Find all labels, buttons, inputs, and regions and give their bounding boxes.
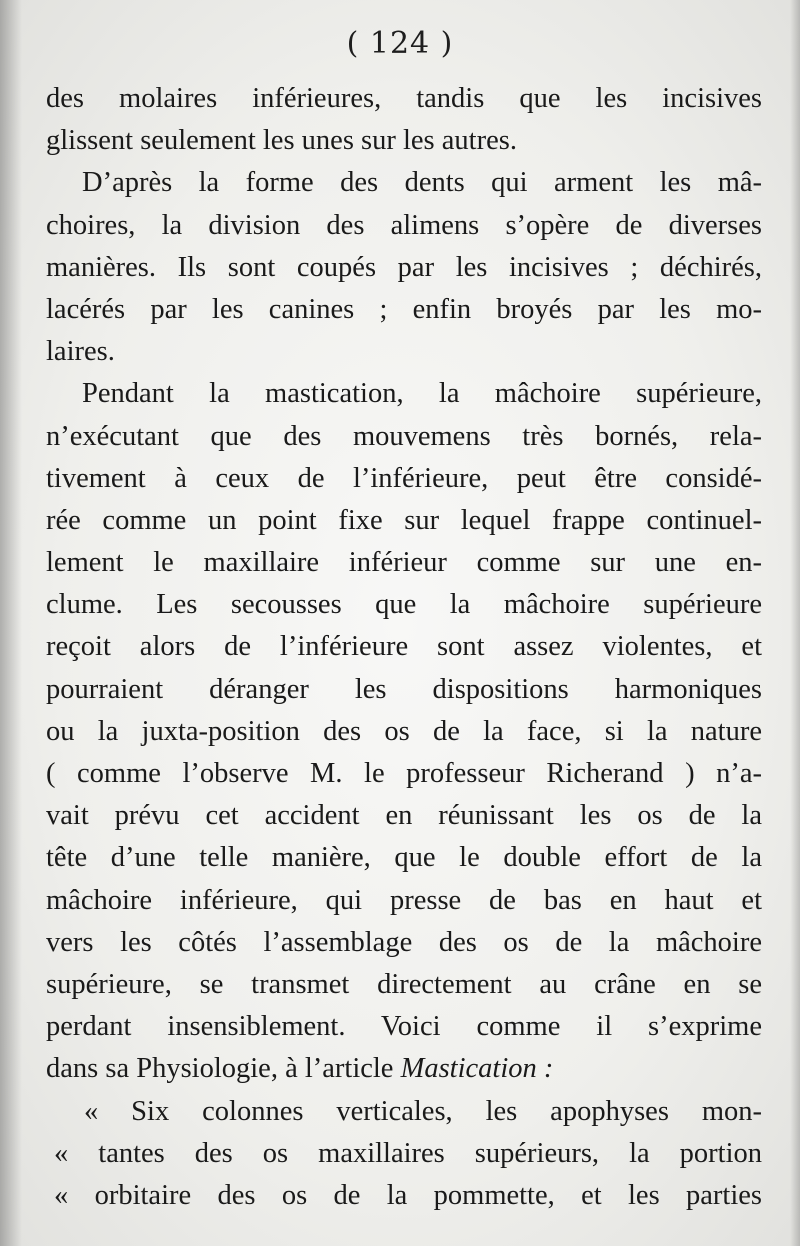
text-line-content: vait prévu cet accident en réunissant les os de la <box>46 800 762 832</box>
body-text <box>46 78 762 1217</box>
text-line-content: perdant insensiblement. Voici comme il s’exprime <box>46 1011 762 1043</box>
text-line <box>46 880 762 922</box>
text-line-content: « tantes des os maxillaires supérieurs, la portion <box>54 1137 762 1169</box>
text-line <box>46 626 762 668</box>
text-line <box>46 416 762 458</box>
text-line-content: D’après la forme des dents qui arment les mâ- <box>82 167 762 199</box>
text-line-content: « orbitaire des os de la pommette, et les parties <box>54 1179 762 1211</box>
text-line-content: glissent seulement les unes sur les autres. <box>46 125 517 157</box>
text-line <box>46 964 762 1006</box>
text-line <box>46 753 762 795</box>
text-line <box>46 795 762 837</box>
text-line-content: lement le maxillaire inférieur comme sur une en- <box>46 547 762 579</box>
text-line <box>46 205 762 247</box>
text-line-content: dans sa Physiologie, à l’article <box>46 1053 394 1085</box>
text-line-content: manières. Ils sont coupés par les incisives ; déchirés, <box>46 251 762 283</box>
text-line <box>46 1048 762 1090</box>
text-line-content: clume. Les secousses que la mâchoire supérieure <box>46 589 762 621</box>
text-line <box>46 1175 762 1217</box>
italic-term: Mastication : <box>400 1053 554 1085</box>
text-line-content: pourraient déranger les dispositions harmoniques <box>46 673 762 705</box>
page-number: ( 124 ) <box>346 26 454 61</box>
text-line <box>46 500 762 542</box>
text-line-content: lacérés par les canines ; enfin broyés par les mo- <box>46 293 762 325</box>
text-line <box>46 247 762 289</box>
text-line <box>46 331 762 373</box>
text-line <box>46 1133 762 1175</box>
text-line-content: rée comme un point fixe sur lequel frappe continuel- <box>46 504 762 536</box>
text-line-content: tivement à ceux de l’inférieure, peut être considé- <box>46 462 762 494</box>
text-line <box>46 1091 762 1133</box>
text-line-content: vers les côtés l’assemblage des os de la mâchoire <box>46 926 762 958</box>
text-line <box>46 1006 762 1048</box>
text-line-content: n’exécutant que des mouvemens très bornés, rela- <box>46 420 762 452</box>
text-line <box>46 162 762 204</box>
text-line <box>46 289 762 331</box>
text-line-content: reçoit alors de l’inférieure sont assez violentes, et <box>46 631 762 663</box>
text-line <box>46 458 762 500</box>
text-line <box>46 669 762 711</box>
text-line-content: Pendant la mastication, la mâchoire supérieure, <box>82 378 762 410</box>
text-line-content: « Six colonnes verticales, les apophyses mon- <box>84 1095 762 1127</box>
text-line <box>46 542 762 584</box>
text-line-content: ( comme l’observe M. le professeur Richerand ) n’a- <box>46 758 762 789</box>
text-line-content: mâchoire inférieure, qui presse de bas en haut et <box>46 884 762 916</box>
text-line-content: des molaires inférieures, tandis que les incisives <box>46 83 762 114</box>
text-line <box>46 78 762 120</box>
text-line <box>46 373 762 415</box>
text-line <box>46 922 762 964</box>
text-line-content: supérieure, se transmet directement au crâne en se <box>46 968 762 1000</box>
text-line <box>46 837 762 879</box>
text-line-content: tête d’une telle manière, que le double effort de la <box>46 842 762 874</box>
text-line-content: laires. <box>46 336 115 368</box>
text-line <box>46 120 762 162</box>
text-line-content: ou la juxta-position des os de la face, si la nature <box>46 715 762 747</box>
text-line-content: choires, la division des alimens s’opère de diverses <box>46 209 762 241</box>
text-line <box>46 711 762 753</box>
text-line <box>46 584 762 626</box>
